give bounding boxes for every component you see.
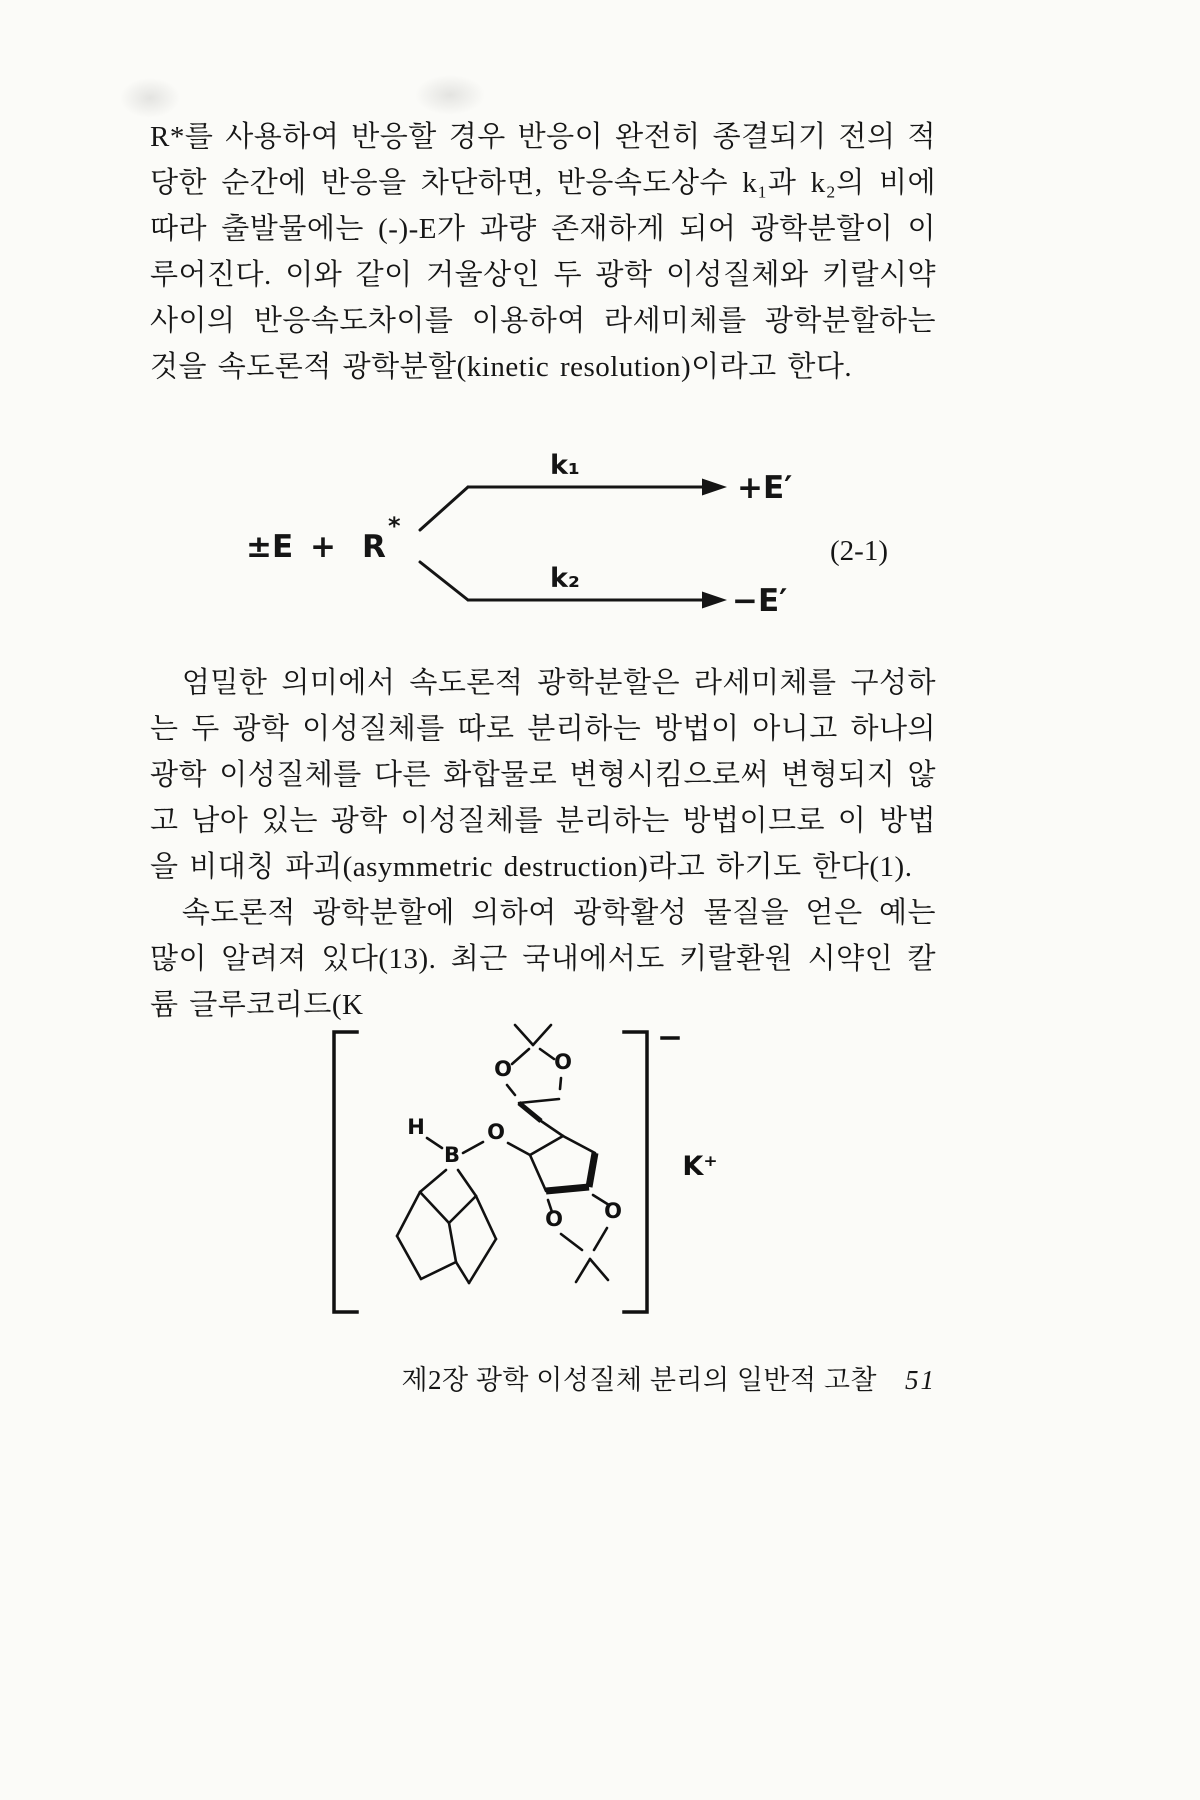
page-number: 51 bbox=[905, 1365, 936, 1395]
label-plus: + bbox=[310, 529, 336, 565]
reaction-scheme-2-1 bbox=[0, 430, 1200, 660]
atom-label-h: H bbox=[407, 1115, 425, 1139]
atom-label-o: O bbox=[494, 1057, 512, 1081]
body-text-block bbox=[150, 660, 936, 1028]
paragraph-potassium-glucoride: 속도론적 광학분할에 의하여 광학활성 물질을 얻은 예는 많이 알려져 있다(13). 최근 국내에서도 키랄환원 시약인 칼륨 글루코리드(K bbox=[150, 897, 936, 1021]
label-rate-constant-k2: k₂ bbox=[550, 563, 580, 594]
atom-label-o: O bbox=[604, 1199, 622, 1223]
label-product-top: +E′ bbox=[737, 470, 793, 506]
equation-number: (2-1) bbox=[830, 535, 888, 567]
atom-label-o: O bbox=[554, 1050, 572, 1074]
scan-artifact bbox=[120, 78, 180, 118]
label-product-bottom: −E′ bbox=[732, 583, 788, 619]
label-racemate: ±E bbox=[246, 529, 294, 565]
footer-chapter-title: 제2장 광학 이성질체 분리의 일반적 고찰 bbox=[401, 1365, 877, 1395]
paragraph-asymmetric-destruction: 엄밀한 의미에서 속도론적 광학분할은 라세미체를 구성하는 두 광학 이성질체를 따로 분리하는 방법이 아니고 하나의 광학 이성질체를 다른 화합물로 변형시킴으로써 변형되지 않고 남아 있는 광학 이성질체를 분리하는 방법이므로 이 방법을 비대칭 파괴(asymmetric destruction)라고 하기도 한다(1). bbox=[150, 667, 936, 883]
atom-label-o: O bbox=[545, 1207, 563, 1231]
page-footer bbox=[150, 1358, 936, 1397]
label-chiral-star: * bbox=[388, 512, 401, 540]
label-chiral-reagent: R bbox=[362, 529, 386, 565]
counter-ion-label: K⁺ bbox=[682, 1151, 718, 1182]
scan-artifact bbox=[415, 75, 485, 115]
label-rate-constant-k1: k₁ bbox=[550, 450, 580, 481]
paragraph-kinetic-resolution-intro: R*를 사용하여 반응할 경우 반응이 완전히 종결되기 전의 적당한 순간에 반응을 차단하면, 반응속도상수 k₁과 k₂의 비에 따라 출발물에는 (-)-E가 과량 존재하게 되어 광학분할이 이루어진다. 이와 같이 거울상인 두 광학 이성질체와 키랄시약 사이의 반응속도차이를 이용하여 라세미체를 광학분할하는 것을 속도론적 광학분할(kinetic resolution)이라고 한다. bbox=[150, 121, 936, 383]
arrowhead-icon bbox=[702, 479, 727, 609]
atom-label-b: B bbox=[443, 1143, 461, 1167]
potassium-glucoride-structure bbox=[300, 1012, 770, 1342]
atom-label-o: O bbox=[487, 1120, 505, 1144]
